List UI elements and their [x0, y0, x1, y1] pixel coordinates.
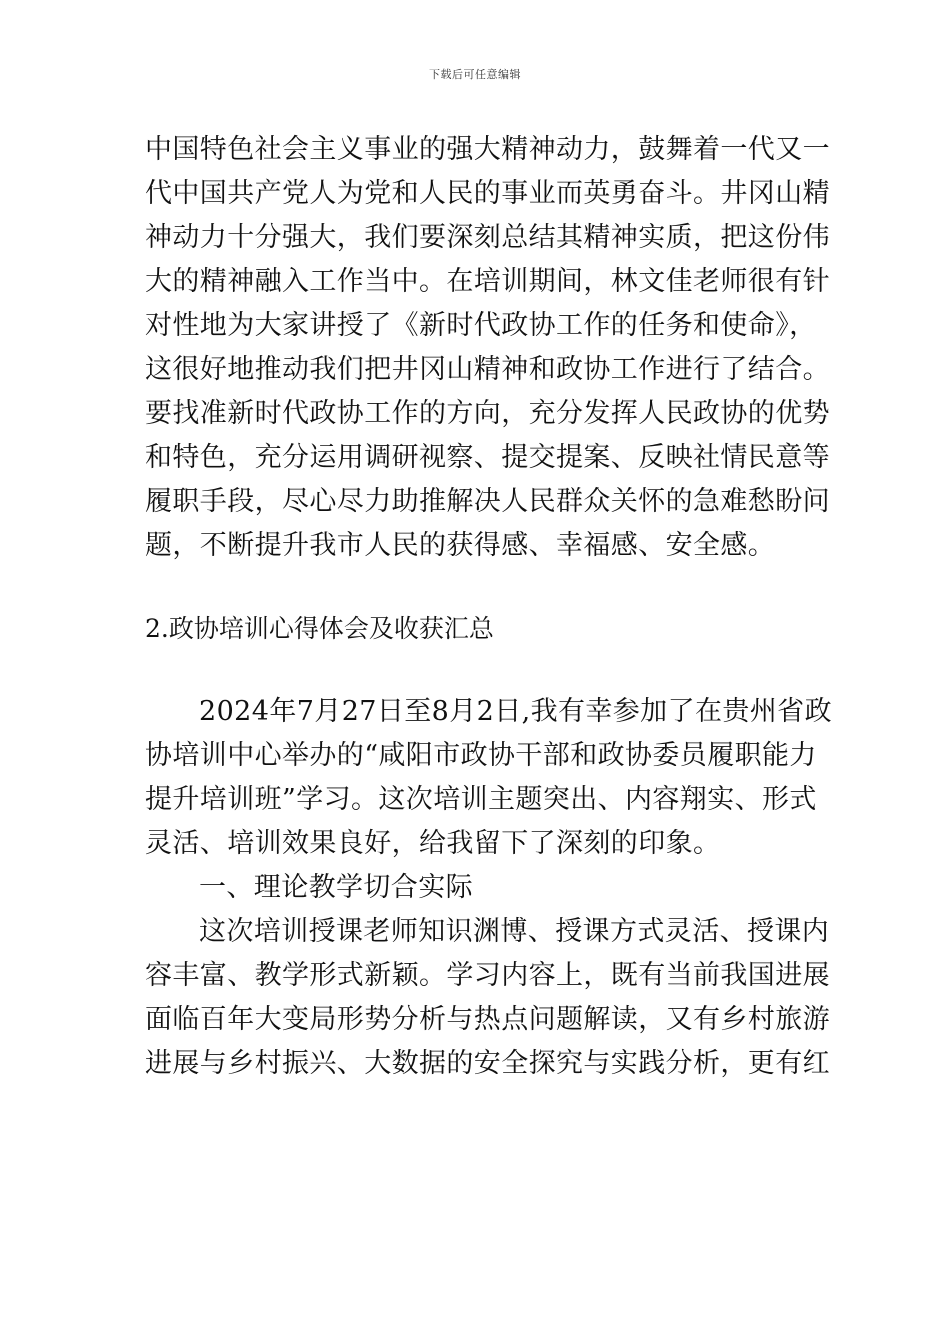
paragraph-line: 神动力十分强大，我们要深刻总结其精神实质，把这份伟 — [145, 222, 830, 253]
section-title: 2.政协培训心得体会及收获汇总 — [145, 614, 494, 643]
paragraph-line: 和特色，充分运用调研视察、提交提案、反映社情民意等 — [145, 442, 830, 473]
paragraph-line: 面临百年大变局形势分析与热点问题解读，又有乡村旅游 — [145, 1004, 830, 1035]
paragraph-line: 协培训中心举办的“咸阳市政协干部和政协委员履职能力 — [145, 740, 817, 771]
paragraph-line: 要找准新时代政协工作的方向，充分发挥人民政协的优势 — [145, 398, 830, 429]
paragraph-2 — [145, 690, 832, 866]
subheading: 一、理论教学切合实际 — [199, 872, 473, 903]
paragraph-1 — [145, 128, 830, 568]
paragraph-3 — [145, 910, 830, 1086]
paragraph-line: 题，不断提升我市人民的获得感、幸福感、安全感。 — [145, 530, 776, 561]
paragraph-line: 大的精神融入工作当中。在培训期间，林文佳老师很有针 — [145, 266, 830, 297]
paragraph-line: 中国特色社会主义事业的强大精神动力，鼓舞着一代又一 — [145, 134, 830, 165]
paragraph-line: 灵活、培训效果良好，给我留下了深刻的印象。 — [145, 828, 721, 859]
spacer — [145, 568, 815, 607]
spacer — [145, 651, 815, 690]
paragraph-line: 这次培训授课老师知识渊博、授课方式灵活、授课内 — [199, 916, 830, 947]
paragraph-line: 容丰富、教学形式新颖。学习内容上，既有当前我国进展 — [145, 960, 830, 991]
paragraph-line: 提升培训班”学习。这次培训主题突出、内容翔实、形式 — [145, 784, 817, 815]
paragraph-line: 代中国共产党人为党和人民的事业而英勇奋斗。井冈山精 — [145, 178, 830, 209]
paragraph-line: 进展与乡村振兴、大数据的安全探究与实践分析，更有红 — [145, 1048, 830, 1079]
paragraph-line: 对性地为大家讲授了《新时代政协工作的任务和使命》， — [145, 310, 817, 341]
paragraph-line: 履职手段，尽心尽力助推解决人民群众关怀的急难愁盼问 — [145, 486, 830, 517]
paragraph-line: 这很好地推动我们把井冈山精神和政协工作进行了结合。 — [145, 354, 830, 385]
paragraph-line: 2024年7月27日至8月2日,我有幸参加了在贵州省政 — [199, 696, 832, 727]
page-header-note: 下载后可任意编辑 — [429, 68, 521, 81]
document-body — [145, 128, 832, 1086]
